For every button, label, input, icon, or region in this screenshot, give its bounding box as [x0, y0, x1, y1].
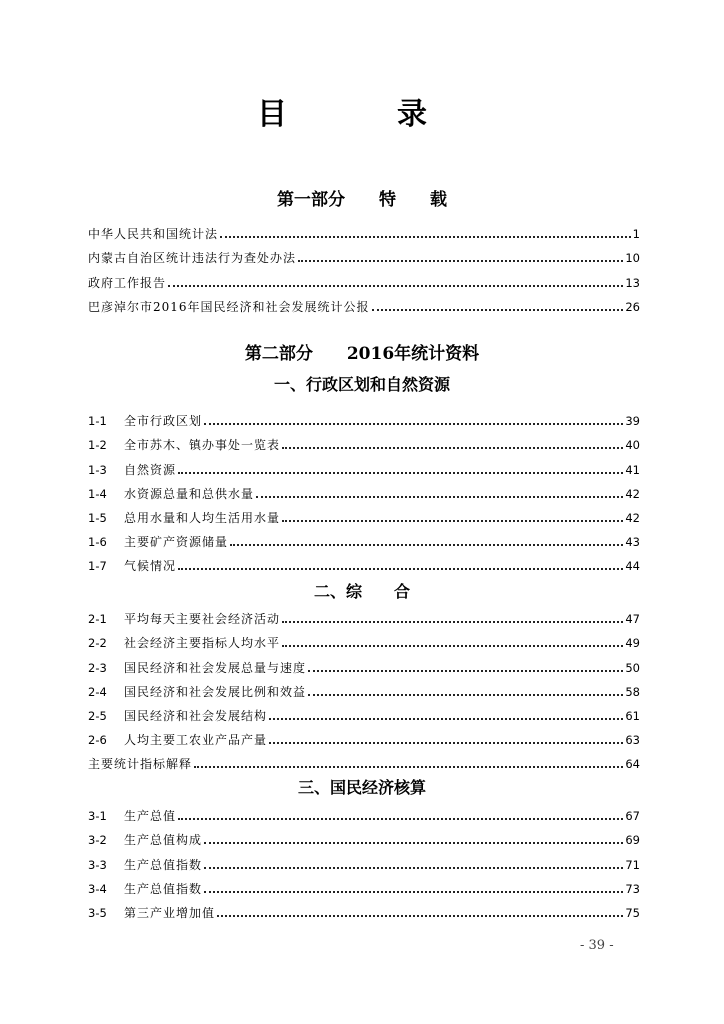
section-3-list: [88, 800, 640, 921]
toc-entry-label: 主要统计指标解释: [88, 757, 193, 772]
toc-entry-number: 1-4: [88, 486, 107, 501]
toc-entry-page: 63: [625, 733, 640, 748]
toc-entry-page: 1: [632, 227, 640, 242]
toc-entry[interactable]: [88, 429, 640, 453]
leader-dots: [220, 235, 631, 238]
section-heading: 三、国民经济核算: [297, 778, 426, 797]
leader-dots: [308, 669, 623, 672]
toc-entry-label: 社会经济主要指标人均水平: [124, 636, 281, 651]
toc-entry-number: 1-6: [88, 535, 107, 550]
toc-entry-number: 3-1: [88, 809, 107, 824]
toc-entry-label: 生产总值指数: [124, 881, 203, 896]
toc-entry-label: 国民经济和社会发展比例和效益: [124, 684, 307, 699]
part1-list: [88, 218, 640, 315]
leader-dots: [308, 693, 623, 696]
toc-entry-label: 生产总值: [124, 809, 177, 824]
toc-entry-page: 50: [625, 660, 640, 675]
toc-entry-page: 13: [625, 275, 640, 290]
toc-entry-page: 10: [625, 251, 640, 266]
leader-dots: [178, 567, 623, 570]
toc-entry-page: 58: [625, 684, 640, 699]
toc-entry[interactable]: [88, 242, 640, 266]
toc-entry-label: 国民经济和社会发展总量与速度: [124, 660, 307, 675]
toc-entry[interactable]: [88, 748, 640, 772]
toc-entry-page: 75: [625, 905, 640, 920]
toc-entry-label: 总用水量和人均生活用水量: [124, 510, 281, 525]
page-title: 目 录: [257, 97, 467, 132]
toc-entry[interactable]: [88, 676, 640, 700]
leader-dots: [282, 644, 623, 647]
toc-entry-label: 自然资源: [124, 462, 177, 477]
toc-entry-page: 44: [625, 559, 640, 574]
toc-entry-number: 2-2: [88, 636, 107, 651]
toc-entry-label: 中华人民共和国统计法: [88, 227, 219, 242]
toc-entry[interactable]: [88, 218, 640, 242]
leader-dots: [204, 422, 623, 425]
toc-entry-label: 生产总值指数: [124, 857, 203, 872]
toc-entry-label: 生产总值构成: [124, 833, 203, 848]
toc-entry-label: 国民经济和社会发展结构: [124, 708, 268, 723]
toc-entry-number: 3-5: [88, 905, 107, 920]
section-2-list: [88, 603, 640, 772]
toc-entry[interactable]: [88, 897, 640, 921]
toc-entry-number: 1-2: [88, 438, 107, 453]
leader-dots: [282, 446, 623, 449]
toc-entry[interactable]: [88, 724, 640, 748]
toc-entry[interactable]: [88, 800, 640, 824]
toc-entry-number: 2-4: [88, 684, 107, 699]
toc-entry-page: 43: [625, 535, 640, 550]
leader-dots: [269, 717, 623, 720]
toc-entry[interactable]: [88, 405, 640, 429]
toc-entry-number: 1-3: [88, 462, 107, 477]
toc-entry[interactable]: [88, 651, 640, 675]
toc-entry-page: 69: [625, 833, 640, 848]
page-number: - 39 -: [580, 938, 614, 953]
toc-entry-number: 1-5: [88, 510, 107, 525]
leader-dots: [256, 495, 623, 498]
toc-entry-page: 42: [625, 510, 640, 525]
section-heading: 一、行政区划和自然资源: [273, 375, 450, 394]
leader-dots: [178, 471, 623, 474]
leader-dots: [178, 817, 623, 820]
toc-entry-label: 巴彦淖尔市2016年国民经济和社会发展统计公报: [88, 299, 370, 314]
toc-entry-page: 71: [625, 857, 640, 872]
toc-entry-number: 1-1: [88, 414, 107, 429]
toc-entry-page: 67: [625, 809, 640, 824]
toc-entry-number: 2-3: [88, 660, 107, 675]
toc-entry-page: 26: [625, 299, 640, 314]
toc-entry[interactable]: [88, 627, 640, 651]
toc-entry-page: 47: [625, 612, 640, 627]
toc-entry-page: 42: [625, 486, 640, 501]
toc-entry-label: 内蒙古自治区统计违法行为查处办法: [88, 251, 297, 266]
toc-entry-label: 全市行政区划: [124, 414, 203, 429]
leader-dots: [194, 765, 623, 768]
leader-dots: [282, 620, 623, 623]
toc-entry-number: 1-7: [88, 559, 107, 574]
toc-entry-page: 40: [625, 438, 640, 453]
leader-dots: [230, 543, 623, 546]
toc-entry[interactable]: [88, 603, 640, 627]
toc-entry[interactable]: [88, 824, 640, 848]
toc-entry-number: 2-6: [88, 733, 107, 748]
leader-dots: [204, 866, 623, 869]
toc-entry[interactable]: [88, 700, 640, 724]
section-heading: 二、综 合: [313, 582, 410, 601]
toc-entry[interactable]: [88, 873, 640, 897]
toc-entry-label: 气候情况: [124, 559, 177, 574]
toc-entry[interactable]: [88, 266, 640, 290]
toc-entry-label: 主要矿产资源储量: [124, 535, 229, 550]
toc-entry-number: 2-1: [88, 612, 107, 627]
toc-entry[interactable]: [88, 848, 640, 872]
toc-entry-label: 水资源总量和总供水量: [124, 486, 255, 501]
toc-entry-page: 64: [625, 757, 640, 772]
toc-entry-number: 2-5: [88, 708, 107, 723]
leader-dots: [282, 519, 623, 522]
leader-dots: [168, 284, 623, 287]
leader-dots: [204, 890, 623, 893]
section-1-list: [88, 405, 640, 574]
toc-entry-label: 政府工作报告: [88, 275, 167, 290]
toc-entry-page: 41: [625, 462, 640, 477]
toc-entry-label: 人均主要工农业产品产量: [124, 733, 268, 748]
toc-entry[interactable]: [88, 502, 640, 526]
toc-entry-number: 3-3: [88, 857, 107, 872]
leader-dots: [298, 259, 623, 262]
toc-entry-number: 3-2: [88, 833, 107, 848]
leader-dots: [269, 741, 623, 744]
part2-heading: 第二部分 2016年统计资料: [244, 344, 480, 364]
toc-entry[interactable]: [88, 453, 640, 477]
toc-entry[interactable]: [88, 478, 640, 502]
toc-entry[interactable]: [88, 291, 640, 315]
toc-entry-page: 73: [625, 881, 640, 896]
toc-entry-number: 3-4: [88, 881, 107, 896]
part1-heading: 第一部分 特 载: [277, 190, 447, 210]
toc-entry-label: 平均每天主要社会经济活动: [124, 612, 281, 627]
toc-entry[interactable]: [88, 526, 640, 550]
toc-entry-label: 全市苏木、镇办事处一览表: [124, 438, 281, 453]
leader-dots: [372, 308, 624, 311]
toc-entry-page: 49: [625, 636, 640, 651]
toc-entry[interactable]: [88, 550, 640, 574]
leader-dots: [204, 841, 623, 844]
toc-entry-page: 39: [625, 414, 640, 429]
toc-entry-page: 61: [625, 708, 640, 723]
leader-dots: [217, 914, 623, 917]
toc-entry-label: 第三产业增加值: [124, 905, 216, 920]
